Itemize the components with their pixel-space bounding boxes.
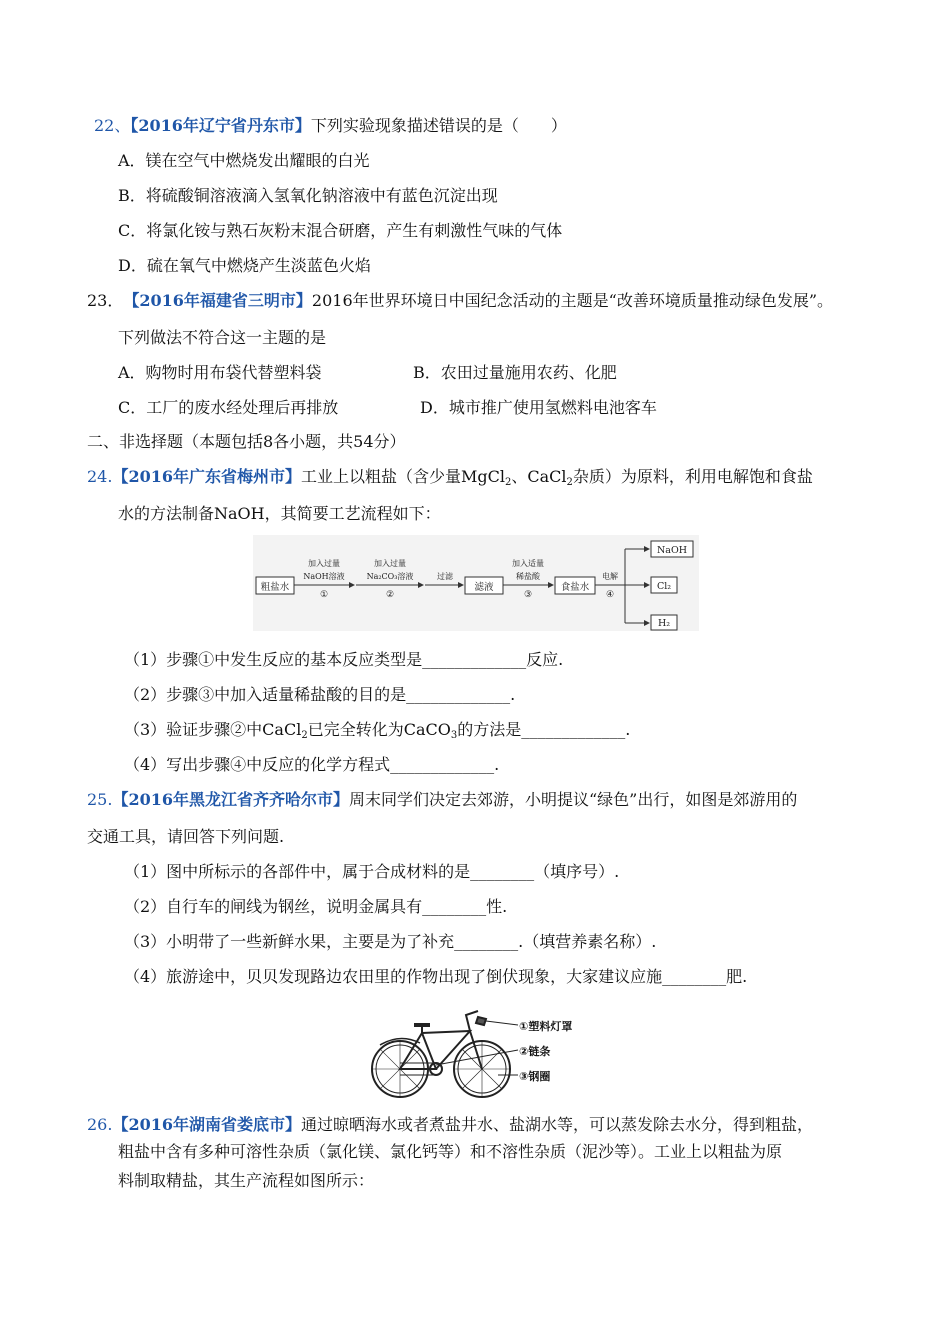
q22-stem	[94, 115, 567, 137]
flow-step4-num: ④	[605, 590, 615, 600]
flow-step2-bottom: Na₂CO₃溶液	[366, 572, 414, 581]
q22-source: 【2016年辽宁省丹东市】	[130, 116, 311, 135]
q25-sub1: （1）图中所标示的各部件中，属于合成材料的是________（填序号）.	[124, 862, 620, 881]
q25-source: 【2016年黑龙江省齐齐哈尔市】	[112, 790, 349, 809]
q24-text-a: 工业上以粗盐（含少量MgCl	[301, 467, 505, 486]
flow-step2-top: 加入过量	[374, 559, 406, 568]
q23-text: 2016年世界环境日中国纪念活动的主题是“改善环境质量推动绿色发展”。	[311, 291, 834, 310]
bike-label-1: ①塑料灯罩	[519, 1020, 573, 1033]
q22-option-d: D．硫在氧气中燃烧产生淡蓝色火焰	[118, 256, 371, 275]
q26-stem	[87, 1114, 813, 1136]
q26-stem-3: 料制取精盐，其生产流程如图所示：	[118, 1171, 375, 1190]
q24-sub4: （4）写出步骤④中反应的化学方程式_____________.	[124, 755, 500, 774]
q24-source: 【2016年广东省梅州市】	[112, 467, 301, 486]
flow-brine-label: 食盐水	[560, 582, 590, 593]
q22-option-c: C．将氯化铵与熟石灰粉末混合研磨，产生有刺激性气味的气体	[118, 221, 563, 240]
flow-step3-top: 加入适量	[512, 559, 544, 568]
q25-text: 周末同学们决定去郊游，小明提议“绿色”出行，如图是郊游用的	[349, 790, 798, 809]
q24-sub3-a: （3）验证步骤②中CaCl	[124, 720, 302, 739]
q26-source: 【2016年湖南省娄底市】	[112, 1115, 301, 1134]
q25-stem-2: 交通工具，请回答下列问题.	[87, 827, 285, 846]
q24-sub-2: 2	[566, 477, 573, 488]
q24-sub3	[124, 719, 630, 741]
flow-product-naoh: NaOH	[656, 545, 688, 556]
flow-start-label: 粗盐水	[260, 582, 290, 593]
q26-stem-2: 粗盐中含有多种可溶性杂质（氯化镁、氯化钙等）和不溶性杂质（泥沙等）。工业上以粗盐为原	[118, 1142, 783, 1161]
q24-text-c: 杂质）为原料，利用电解饱和食盐	[572, 467, 813, 486]
q24-text-b: 、CaCl	[511, 467, 567, 486]
q25-sub4: （4）旅游途中，贝贝发现路边农田里的作物出现了倒伏现象，大家建议应施________肥.	[124, 967, 748, 986]
bicycle-figure	[366, 1003, 592, 1099]
q23-source: 【2016年福建省三明市】	[131, 291, 312, 310]
flow-filtrate-label: 滤液	[474, 582, 494, 593]
q24-sub2: （2）步骤③中加入适量稀盐酸的目的是_____________.	[124, 685, 516, 704]
q22-text: 下列实验现象描述错误的是（ ）	[310, 116, 567, 135]
q24-sub3-b: 已完全转化为CaCO	[307, 720, 451, 739]
q25-stem	[87, 789, 797, 811]
q24-sub-1: 2	[505, 477, 512, 488]
q22-option-a: A．镁在空气中燃烧发出耀眼的白光	[118, 151, 370, 170]
q25-sub3: （3）小明带了一些新鲜水果，主要是为了补充________.（填营养素名称）.	[124, 932, 657, 951]
flow-step1-top: 加入过量	[308, 559, 340, 568]
flow-step3-bottom: 稀盐酸	[516, 572, 540, 581]
q25-number: 25.	[87, 790, 113, 809]
q23-stem-2: 下列做法不符合这一主题的是	[118, 328, 327, 347]
q24-sub1: （1）步骤①中发生反应的基本反应类型是_____________反应.	[124, 650, 564, 669]
q24-sub3-c: 的方法是_____________.	[457, 720, 631, 739]
q24-stem-2: 水的方法制备NaOH，其简要工艺流程如下：	[118, 504, 441, 523]
flow-step1-num: ①	[319, 590, 329, 600]
q25-sub2: （2）自行车的闸线为钢丝，说明金属具有________性.	[124, 897, 508, 916]
q26-text: 通过晾晒海水或者煮盐井水、盐湖水等，可以蒸发除去水分，得到粗盐，	[301, 1115, 814, 1134]
q24-stem	[87, 466, 813, 488]
flow-filter-label: 过滤	[437, 572, 453, 581]
flow-step3-num: ③	[523, 590, 533, 600]
q24-sub3-s2: 3	[450, 730, 458, 741]
q23-option-a: A．购物时用布袋代替塑料袋	[118, 363, 322, 382]
q23-option-c: C．工厂的废水经处理后再排放	[118, 398, 339, 417]
bike-label-2: ②链条	[519, 1045, 551, 1058]
process-flow-diagram	[253, 535, 699, 631]
section-2-heading: 二、非选择题（本题包括8各小题，共54分）	[87, 432, 406, 451]
q26-number: 26.	[87, 1115, 113, 1134]
flow-step2-num: ②	[385, 590, 395, 600]
flow-step1-bottom: NaOH溶液	[303, 572, 345, 581]
q24-number: 24.	[87, 467, 113, 486]
q22-option-b: B．将硫酸铜溶液滴入氢氧化钠溶液中有蓝色沉淀出现	[118, 186, 498, 205]
q23-option-d: D．城市推广使用氢燃料电池客车	[420, 398, 657, 417]
q22-number: 22、	[94, 116, 131, 135]
bike-label-3: ③钢圈	[519, 1070, 551, 1083]
flow-product-cl2: Cl₂	[656, 581, 672, 592]
flow-product-h2: H₂	[657, 618, 671, 629]
bicycle-lamp	[476, 1017, 486, 1025]
q23-option-b: B．农田过量施用农药、化肥	[413, 363, 617, 382]
q23-number: 23．	[87, 291, 124, 310]
q24-sub3-s1: 2	[301, 730, 308, 741]
flow-step4-label: 电解	[602, 572, 618, 581]
q23-stem	[87, 290, 833, 312]
